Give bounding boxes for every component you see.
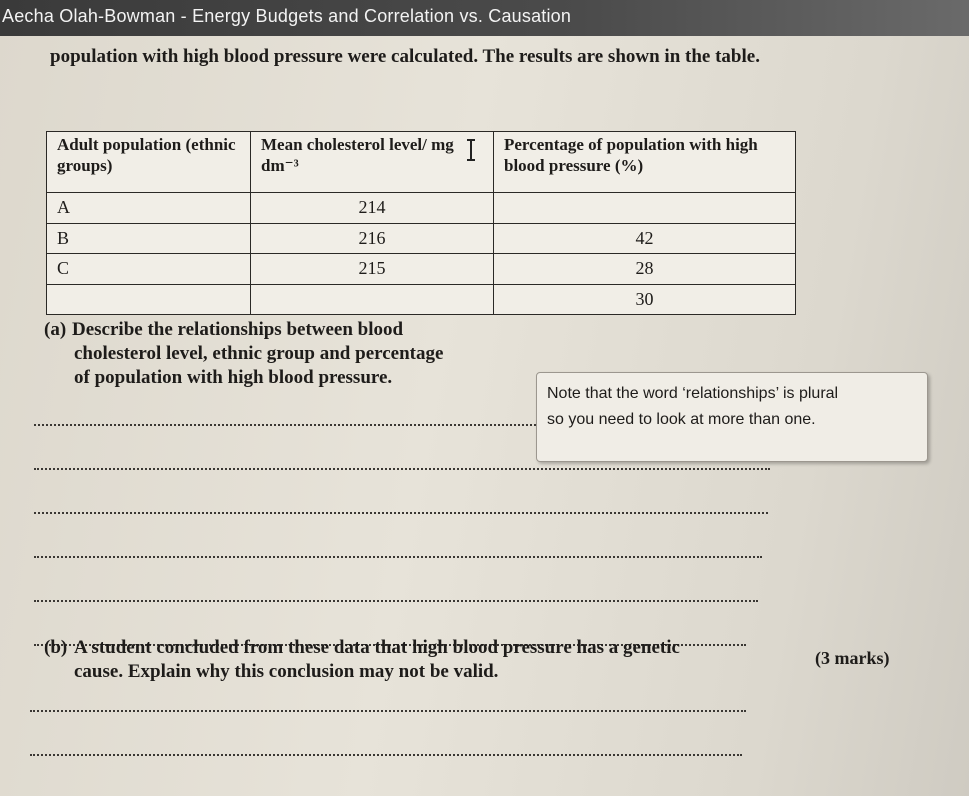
table-row <box>47 193 796 224</box>
table-cell <box>47 284 251 315</box>
answer-line <box>34 600 758 602</box>
text-cursor-icon <box>467 139 475 161</box>
question-a <box>44 318 514 390</box>
table-row <box>47 254 796 285</box>
question-a-line: of population with high blood pressure. <box>74 367 393 388</box>
table-cell <box>251 284 494 315</box>
answer-line <box>34 556 762 558</box>
table-cell: B <box>47 223 251 254</box>
question-a-label: (a) <box>44 319 67 340</box>
answer-line <box>30 710 746 712</box>
table-cell: 214 <box>251 193 494 224</box>
question-b-label: (b) <box>44 637 68 658</box>
table-header-row <box>47 132 796 193</box>
question-a-line: Describe the relationships between blood <box>72 319 404 340</box>
marks-label: (3 marks) <box>815 648 890 668</box>
question-b <box>44 636 764 684</box>
table-cell: C <box>47 254 251 285</box>
table-cell: 28 <box>494 254 796 285</box>
table-cell: 215 <box>251 254 494 285</box>
results-table <box>46 131 796 315</box>
table-cell: 30 <box>494 284 796 315</box>
answer-line <box>34 468 770 470</box>
hint-note-box <box>536 372 928 462</box>
table-cell: 42 <box>494 223 796 254</box>
header-cholesterol: Mean cholesterol level/ mg dm⁻³ <box>251 132 494 193</box>
table-cell <box>494 193 796 224</box>
table-row <box>47 284 796 315</box>
answer-line <box>30 754 742 756</box>
hint-note-line: so you need to look at more than one. <box>547 411 816 428</box>
header-blood-pressure: Percentage of population with high blood pressure (%) <box>494 132 796 193</box>
answer-line <box>34 424 536 426</box>
header-population: Adult population (ethnic groups) <box>47 132 251 193</box>
question-b-line: A student concluded from these data that high blood pressure has a genetic <box>74 637 680 658</box>
intro-paragraph: population with high blood pressure were calculated. The results are shown in the table. <box>50 46 760 67</box>
window-title: Aecha Olah-Bowman - Energy Budgets and Correlation vs. Causation <box>2 6 572 26</box>
question-b-line: cause. Explain why this conclusion may not be valid. <box>74 661 499 682</box>
table-row <box>47 223 796 254</box>
question-a-line: cholesterol level, ethnic group and percentage <box>74 343 444 364</box>
window-title-bar <box>0 0 969 36</box>
answer-line <box>34 512 768 514</box>
table-cell: 216 <box>251 223 494 254</box>
hint-note-line: Note that the word ‘relationships’ is plural <box>547 385 839 402</box>
table-cell: A <box>47 193 251 224</box>
